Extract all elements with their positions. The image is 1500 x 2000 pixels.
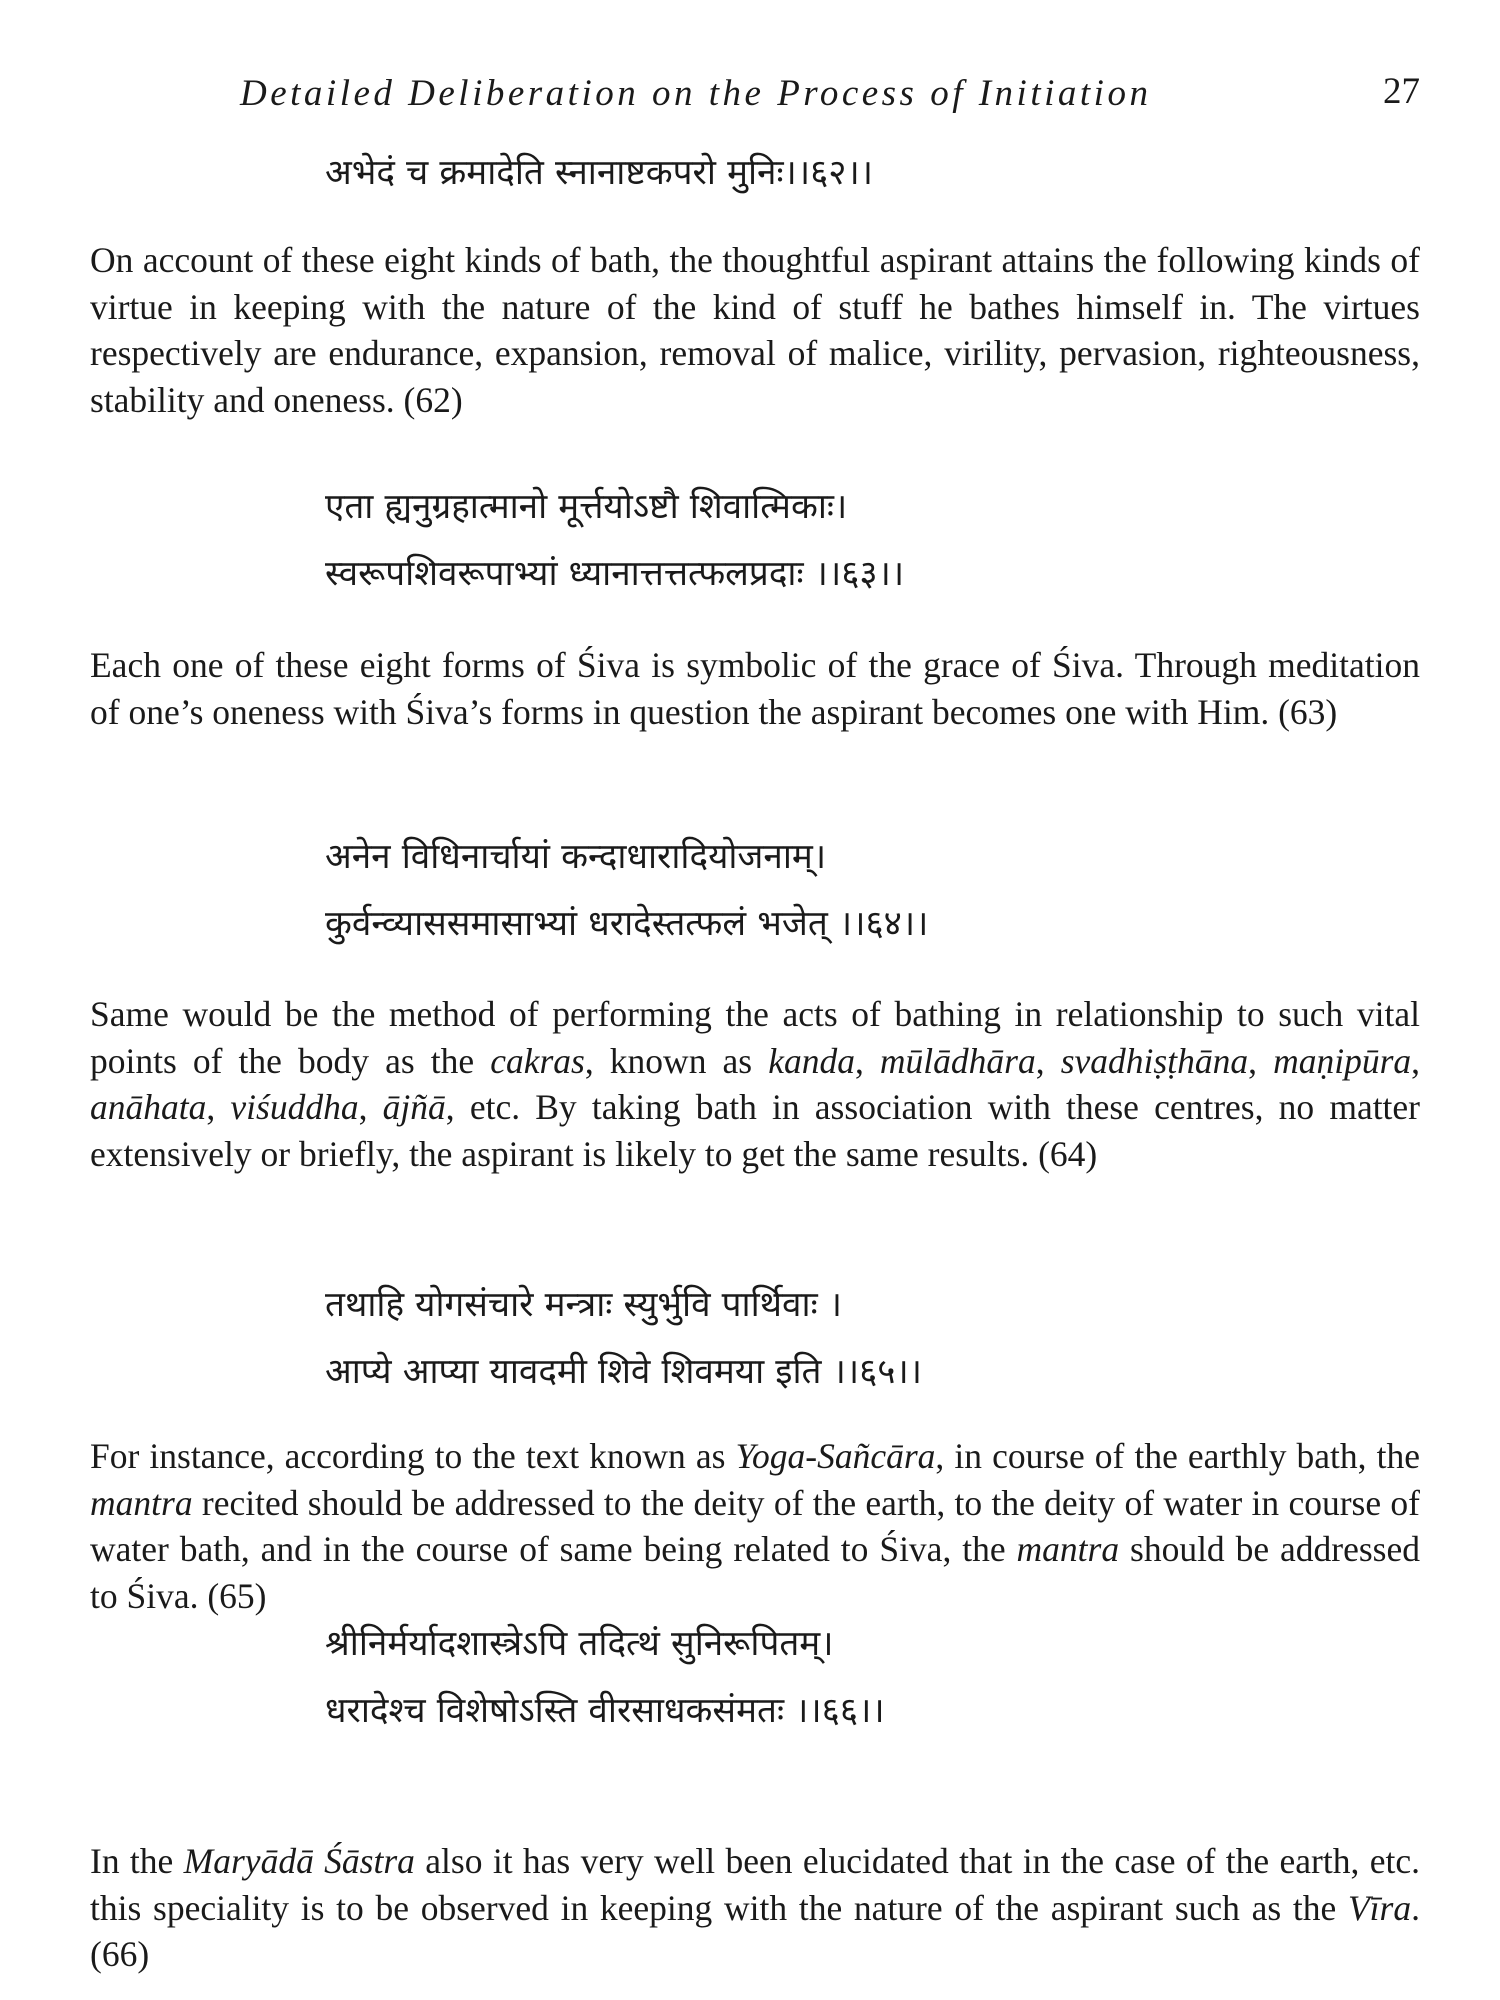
verse-66	[325, 1611, 1325, 1745]
verse-line: श्रीनिर्मर्यादशास्त्रेऽपि तदित्थं सुनिरूपितम्।	[325, 1624, 834, 1664]
verse-line: कुर्वन्व्याससमासाभ्यां धरादेस्तत्फलं भजेत् ।।६४।।	[325, 904, 929, 944]
verse-line: अनेन विधिनार्चायां कन्दाधारादियोजनाम्।	[325, 837, 827, 877]
translation-62: On account of these eight kinds of bath, the thoughtful aspirant attains the following kinds of virtue in keeping with the nature of the kind of stuff he bathes himself in. The virtues respectively are endurance, expansion, removal of malice, virility, pervasion, righteousness, stability and oneness. (62)	[90, 240, 1420, 420]
verse-line: स्वरूपशिवरूपाभ्यां ध्यानात्तत्तत्फलप्रदाः ।।६३।।	[325, 554, 905, 594]
verse-64	[325, 824, 1325, 958]
verse-line: एता ह्यनुग्रहात्मानो मूर्त्तयोऽष्टौ शिवात्मिकाः।	[325, 487, 848, 527]
text-run: Same would be the method of performing the acts of bathing in relationship to such vital points of the body as the	[90, 994, 1420, 1081]
verse-65	[325, 1272, 1325, 1406]
text-run: , etc. By taking bath in association with these centres, no matter extensively or briefly, the aspirant is likely to get the same results. (64)	[90, 1087, 1421, 1174]
term-maryada-sastra: Maryādā Śāstra	[183, 1841, 415, 1881]
page-number: 27	[1383, 71, 1420, 112]
verse-line: तथाहि योगसंचारे मन्त्राः स्युर्भुवि पार्थिवाः ।	[325, 1285, 843, 1325]
text-run: ,	[206, 1087, 231, 1127]
translation-65	[90, 1433, 1420, 1619]
text-run: ,	[1411, 1040, 1421, 1081]
verse-63	[325, 474, 1325, 608]
text-run: . (66)	[90, 1887, 1420, 1974]
page-header	[90, 66, 1420, 126]
verse-62	[325, 140, 1325, 207]
term-mantra: mantra	[90, 1482, 193, 1523]
running-title: Detailed Deliberation on the Process of Initiation	[240, 73, 1152, 114]
text-run: ,	[1248, 1040, 1274, 1081]
text-run: also it has very well been elucidated that in the case of the earth, etc. this speciality is to be observed in keeping with the nature of the aspirant such as the	[90, 1841, 1420, 1928]
text-run: , known as	[584, 1040, 769, 1081]
text-run: , in course of the earthly bath, the	[935, 1436, 1420, 1476]
text-run: should be addressed to Śiva. (65)	[90, 1529, 1420, 1616]
term-vira: Vīra	[1348, 1887, 1412, 1928]
translation-64	[90, 991, 1420, 1177]
term-visuddha: viśuddha	[230, 1087, 359, 1127]
term-ajna: ājñā	[382, 1087, 446, 1127]
verse-line: धरादेश्च विशेषोऽस्ति वीरसाधकसंमतः ।।६६।।	[325, 1691, 885, 1731]
translation-63: Each one of these eight forms of Śiva is symbolic of the grace of Śiva. Through meditation of one’s oneness with Śiva’s forms in question the aspirant becomes one with Him. (63)	[90, 645, 1420, 732]
verse-line: अभेदं च क्रमादेति स्नानाष्टकपरो मुनिः।।६२।।	[325, 153, 874, 193]
text-run: In the	[90, 1841, 184, 1881]
term-cakras: cakras	[490, 1040, 585, 1081]
term-svadhisthana: svadhiṣṭhāna	[1060, 1040, 1249, 1081]
term-manipura: maṇipūra	[1273, 1040, 1412, 1081]
term-anahata: anāhata	[90, 1087, 207, 1127]
verse-line: आप्ये आप्या यावदमी शिवे शिवमया इति ।।६५।।	[325, 1352, 923, 1392]
term-muladhara: mūlādhāra	[879, 1040, 1036, 1081]
term-kanda: kanda	[768, 1040, 855, 1081]
text-run: ,	[358, 1087, 383, 1127]
text-run: For instance, according to the text known as	[90, 1436, 736, 1476]
text-run: recited should be addressed to the deity of the earth, to the deity of water in course of water bath, and in the course of same being related to Śiva, the	[90, 1482, 1420, 1569]
text-run: ,	[854, 1040, 880, 1081]
term-yoga-sancara: Yoga-Sañcāra	[735, 1436, 936, 1476]
text-run: ,	[1035, 1040, 1061, 1081]
translation-66	[90, 1838, 1420, 1978]
term-mantra: mantra	[1016, 1529, 1120, 1569]
